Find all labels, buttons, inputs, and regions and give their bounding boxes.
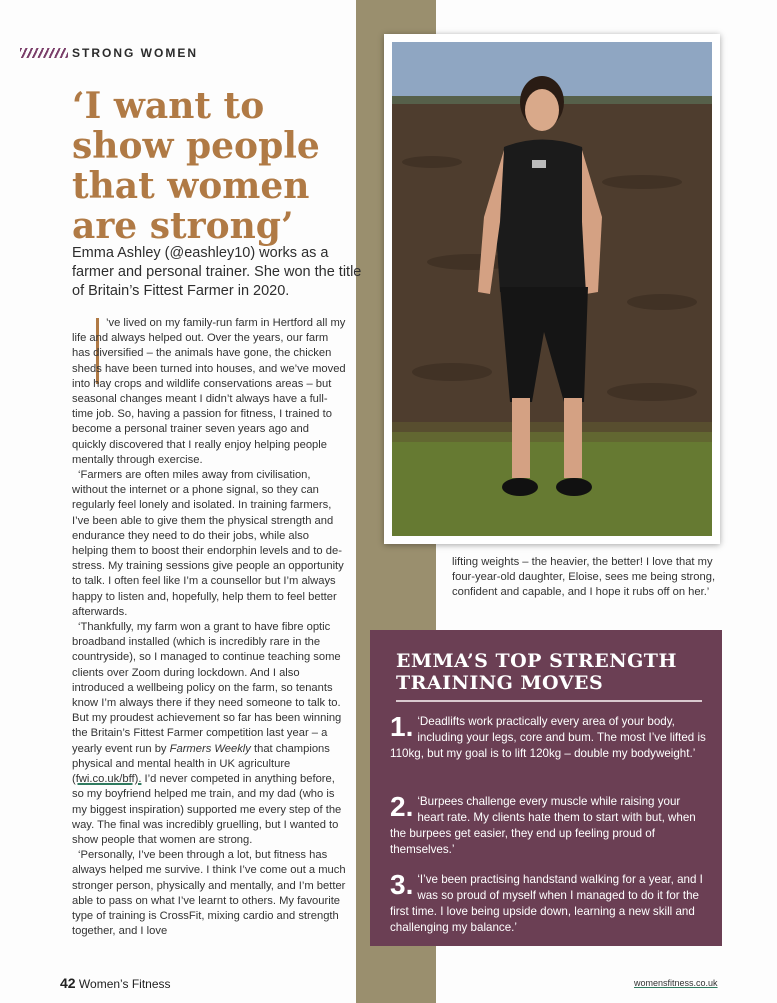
move-text: ‘I’ve been practising handstand walking for a year, and I was so proud of myself when I managed to do it for the first time. I love being upside down, learning a new skill and challenging my balance.’ (390, 873, 703, 934)
move-text: ‘Burpees challenge every muscle while raising your heart rate. My clients hate them to start with but, when the burpees get easier, they end up feeling proud of themselves.’ (390, 795, 696, 856)
magazine-name: Women’s Fitness (78, 977, 171, 991)
body-paragraph-2: ‘Farmers are often miles away from civilisation, without the internet or a phone signal, so they can regularly feel lonely and isolated. In training farmers, I’ve been able to give them the physical strength and endurance they need to do their jobs, while also helping them to boost their endorphin levels and to de-stress. My training sessions give people an opportunity to talk. I often feel like I’m a counsellor but I’m always happy to listen and, hopefully, help them to feel better afterwards. (72, 469, 344, 618)
bff-link[interactable]: (fwi.co.uk/bff). (72, 773, 142, 786)
body-paragraph-4-continued: lifting weights – the heavier, the better! I love that my four-year-old daughter, Eloise, sees me being strong, confident and capable, and I hope it rubs off on her.’ (452, 556, 716, 599)
body-column-left (72, 316, 346, 939)
section-label-text: STRONG WOMEN (72, 46, 198, 60)
page-number: 42 (60, 975, 76, 991)
body-paragraph-3 (72, 620, 346, 848)
photo-frame (384, 34, 720, 544)
body-paragraph-3c: I’d never competed in anything before, so my boyfriend helped me train, and my dad (who is my biggest inspiration) supported me every step of the way. The final was incredibly gruelling, but I wanted to show people that women are strong. (72, 773, 342, 846)
standfirst: Emma Ashley (@eashley10) works as a farmer and personal trainer. She won the title of Britain’s Fittest Farmer in 2020. (72, 245, 362, 299)
body-paragraph-3b: that champions physical and mental health in UK agriculture (72, 742, 330, 770)
move-number: 2. (390, 791, 414, 822)
body-paragraph-4: ‘Personally, I’ve been through a lot, but fitness has always helped me survive. I think I’ve come out a much stronger person, physically and mentally, and I’m better able to pass on what I’ve learnt to others. My favourite type of training is CrossFit, mixing cardio and strength together, and I love (72, 849, 346, 938)
box-divider (396, 700, 702, 702)
headline: ‘I want to show people that women are strong’ (72, 85, 320, 247)
move-number: 1. (390, 711, 414, 742)
move-item-1 (390, 711, 706, 762)
body-paragraph-1: ’ve lived on my family-run farm in Hertford all my life and always helped out. Over the years, our farm has diversified – the animals have gone, the chicken sheds have been turned into houses, and we’ve moved into hay crops and wildlife conservations areas – but seasonal changes meant I didn’t always have a full-time job. So, having a passion for fitness, I trained to become a personal trainer seven years ago and quickly discovered that I really enjoy helping people mentally through exercise. (72, 317, 346, 466)
slashes-ornament (20, 48, 68, 58)
move-item-2 (390, 791, 706, 858)
move-item-3 (390, 869, 706, 936)
section-label (20, 46, 198, 60)
footer-folio (60, 975, 171, 991)
body-paragraph-3a: ‘Thankfully, my farm won a grant to have fibre optic broadband installed (which is incredibly rare in the countryside), so I managed to continue teaching some clients over Zoom during lockdown. And I also introduced a wellbeing policy on the farm, so tenants know I’m always there if they need someone to talk to. But my proudest achievement so far has been winning the Britain’s Fittest Farmer competition last year – a yearly event run by (72, 621, 342, 755)
move-number: 3. (390, 869, 414, 900)
top-moves-box (370, 630, 722, 946)
box-title: EMMA’S TOP STRENGTH TRAINING MOVES (396, 650, 677, 694)
publication-name: Farmers Weekly (169, 742, 251, 755)
footer-url[interactable]: womensfitness.co.uk (634, 978, 718, 988)
emma-photo (392, 42, 712, 536)
move-text: ‘Deadlifts work practically every area of your body, including your legs, core and bum. The most I’ve lifted is 110kg, but my goal is to lift 120kg – double my bodyweight.’ (390, 715, 706, 760)
farmer-photo-illustration (392, 42, 712, 536)
